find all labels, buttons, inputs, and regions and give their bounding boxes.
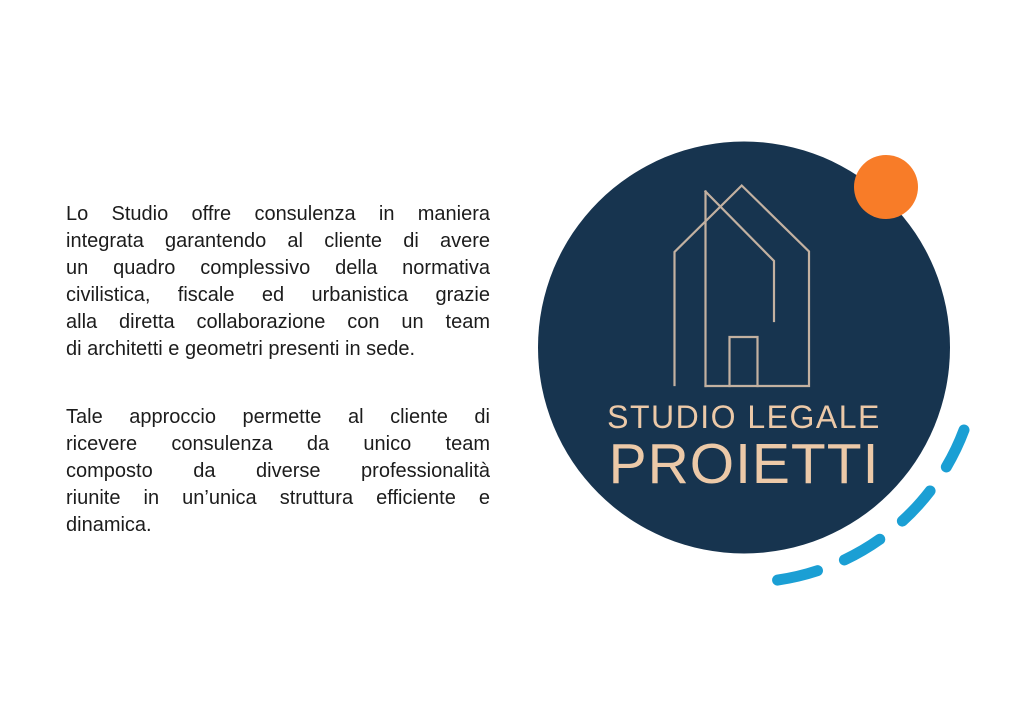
paragraph-line: Lo Studio offre consulenza in maniera	[66, 203, 490, 225]
accent-dot-icon	[854, 155, 918, 219]
paragraph-line: civilistica, fiscale ed urbanistica grazie	[66, 284, 490, 306]
paragraph-line: integrata garantendo al cliente di avere	[66, 230, 490, 252]
paragraph-line: composto da diverse professionalità	[66, 460, 490, 482]
paragraph-line: alla diretta collaborazione con un team	[66, 311, 490, 333]
paragraph-line: Tale approccio permette al cliente di	[66, 406, 490, 428]
paragraph-line: un quadro complessivo della normativa	[66, 257, 490, 279]
paragraph-line: riunite in un’unica struttura efficiente e	[66, 487, 490, 509]
paragraph-line: dinamica.	[66, 514, 152, 536]
logo-wordmark-line2: PROIETTI	[608, 432, 880, 496]
paragraph-line: di architetti e geometri presenti in sede.	[66, 338, 416, 360]
paragraph-line: ricevere consulenza da unico team	[66, 433, 490, 455]
logo-wordmark-line1: STUDIO LEGALE	[607, 399, 881, 435]
